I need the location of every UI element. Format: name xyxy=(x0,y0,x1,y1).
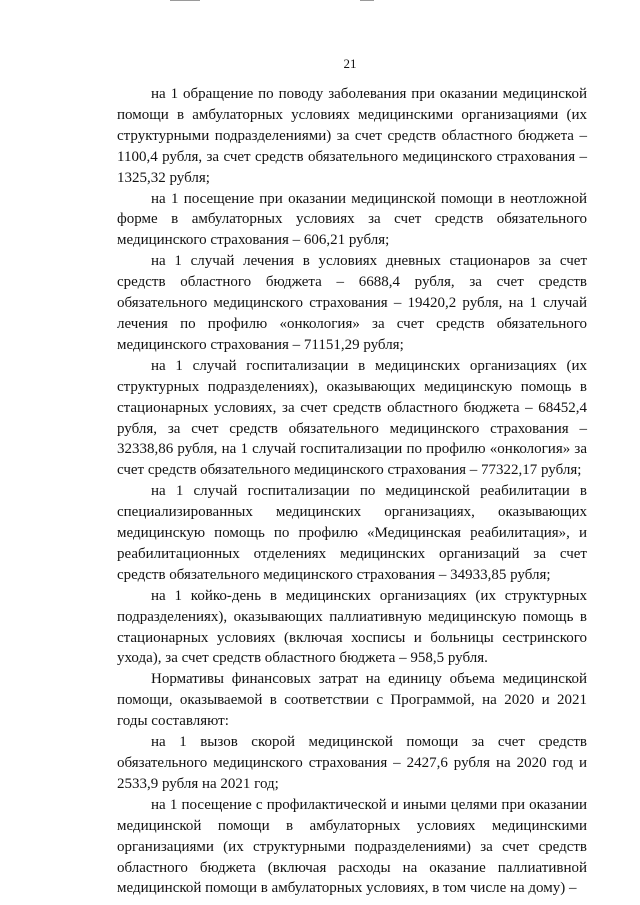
paragraph-palliative-bed-day: на 1 койко-день в медицинских организациях (их структурных подразделениях), оказывающих паллиативную медицинскую помощь в стационарных условиях (включая хосписы и больницы сестринского ухода), за счет средств областного бюджета – 958,5 рубля. xyxy=(117,587,587,667)
paragraph-preventive-visit: на 1 посещение с профилактической и иными целями при оказании медицинской помощи в амбулаторных условиях медицинскими организациями (их структурными подразделениями) за счет средств областного бюджета (включая расходы на оказание паллиативной медицинской помощи в амбулаторных условиях, в том числе на дому) – xyxy=(117,796,587,897)
paragraph-outpatient-disease-visit: на 1 обращение по поводу заболевания при оказании медицинской помощи в амбулаторных условиях медицинскими организациями (их структурными подразделениями) за счет средств областного бюджета – 1100,4 рубля, за счет средств обязательного медицинского страхования – 1325,32 рубля; xyxy=(117,86,587,186)
page-number: 21 xyxy=(343,56,357,71)
top-edge-scan-marks xyxy=(170,0,470,2)
document-body xyxy=(117,84,587,899)
paragraph-rehabilitation-case: на 1 случай госпитализации по медицинской реабилитации в специализированных медицинских организациях, оказывающих медицинскую помощь по профилю «Медицинская реабилитация», и реабилитационных отделениях медицинских организаций за счет средств обязательного медицинского страхования – 34933,85 рубля; xyxy=(117,483,587,583)
paragraph-hospitalization-case: на 1 случай госпитализации в медицинских организациях (их структурных подразделениях), оказывающих медицинскую помощь в стационарных условиях, за счет средств областного бюджета – 68452,4 рубля, за счет средств обязательного медицинского страхования – 32338,86 рубля, на 1 случай госпитализации по профилю «онкология» за счет средств обязательного медицинского страхования – 77322,17 рубля; xyxy=(117,357,587,479)
paragraph-day-hospital-case: на 1 случай лечения в условиях дневных стационаров за счет средств областного бюджета – 6688,4 рубля, за счет средств обязательного медицинского страхования – 19420,2 рубля, на 1 случай лечения по профилю «онкология» за счет средств обязательного медицинского страхования – 71151,29 рубля; xyxy=(117,253,587,353)
paragraph-financial-norms-intro: Нормативы финансовых затрат на единицу объема медицинской помощи, оказываемой в соответствии с Программой, на 2020 и 2021 годы составляют: xyxy=(117,671,587,730)
paragraph-ambulance-call: на 1 вызов скорой медицинской помощи за счет средств обязательного медицинского страхования – 2427,6 рубля на 2020 год и 2533,9 рубля на 2021 год; xyxy=(117,734,587,792)
paragraph-emergency-visit: на 1 посещение при оказании медицинской помощи в неотложной форме в амбулаторных условиях за счет средств обязательного медицинского страхования – 606,21 рубля; xyxy=(117,190,587,249)
